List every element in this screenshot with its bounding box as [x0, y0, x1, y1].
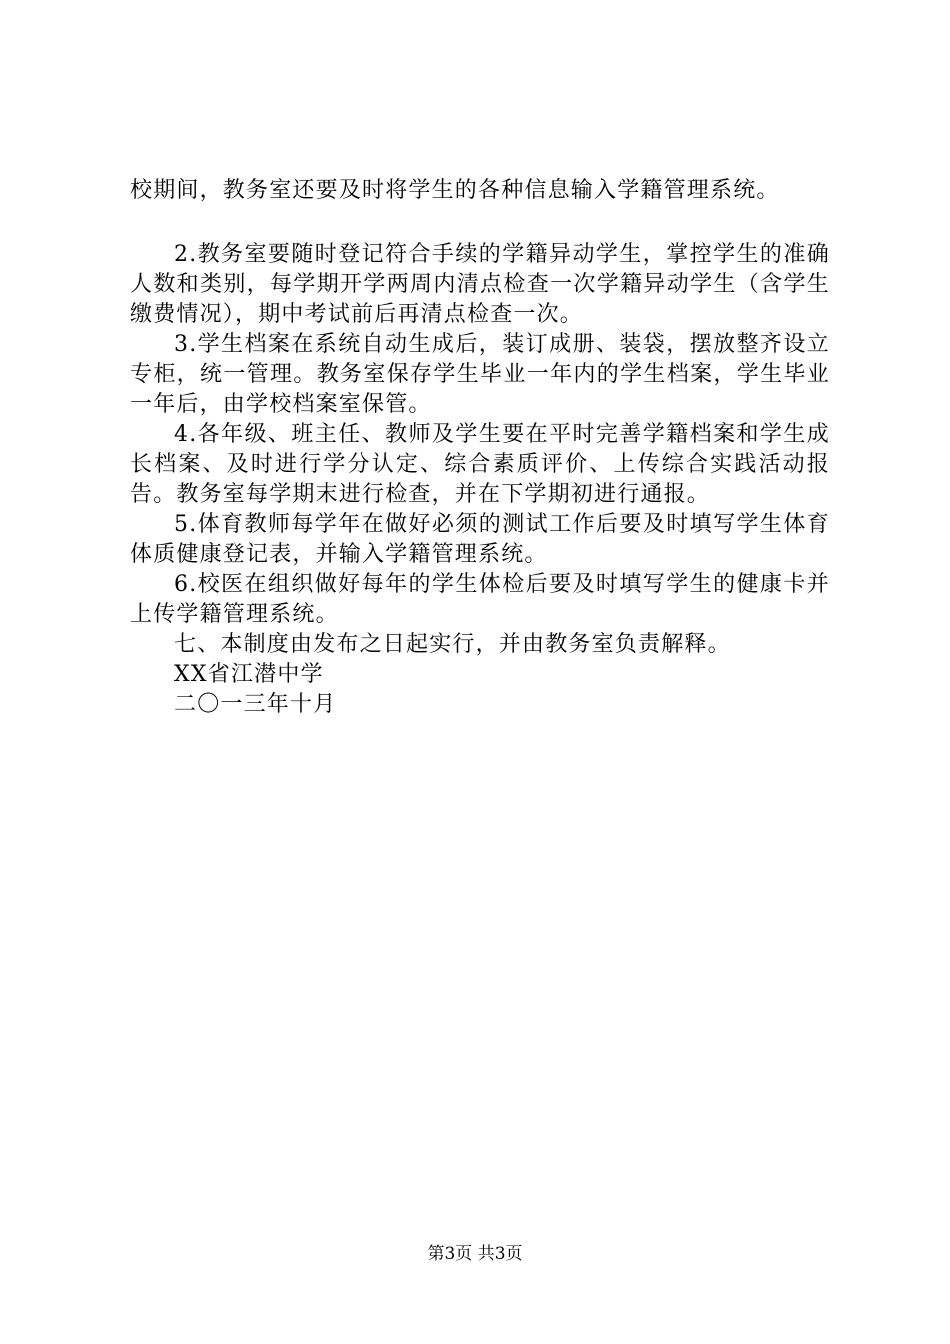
paragraph-continuation: 校期间，教务室还要及时将学生的各种信息输入学籍管理系统。 — [130, 178, 780, 203]
page-number-footer: 第3页 共3页 — [427, 1244, 523, 1264]
paragraph-item-3: 3.学生档案在系统自动生成后，装订成册、装袋，摆放整齐设立专柜，统一管理。教务室保存学生毕业一年内的学生档案，学生毕业一年后，由学校档案室保管。 — [130, 332, 830, 417]
paragraph-item-2: 2.教务室要随时登记符合手续的学籍异动学生，掌控学生的准确人数和类别，每学期开学两周内清点检查一次学籍异动学生（含学生缴费情况），期中考试前后再清点检查一次。 — [130, 242, 830, 327]
signature-date: 二〇一三年十月 — [174, 692, 337, 717]
paragraph-item-4: 4.各年级、班主任、教师及学生要在平时完善学籍档案和学生成长档案、及时进行学分认定、综合素质评价、上传综合实践活动报告。教务室每学期末进行检查，并在下学期初进行通报。 — [130, 422, 830, 507]
signature-organization: XX省江潜中学 — [174, 662, 324, 687]
paragraph-item-6: 6.校医在组织做好每年的学生体检后要及时填写学生的健康卡并上传学籍管理系统。 — [130, 572, 830, 627]
document-body — [130, 176, 830, 720]
paragraph-gap — [130, 206, 830, 240]
paragraph-item-5: 5.体育教师每学年在做好必须的测试工作后要及时填写学生体育体质健康登记表，并输入学籍管理系统。 — [130, 512, 830, 567]
paragraph-section-7: 七、本制度由发布之日起实行，并由教务室负责解释。 — [174, 632, 731, 657]
